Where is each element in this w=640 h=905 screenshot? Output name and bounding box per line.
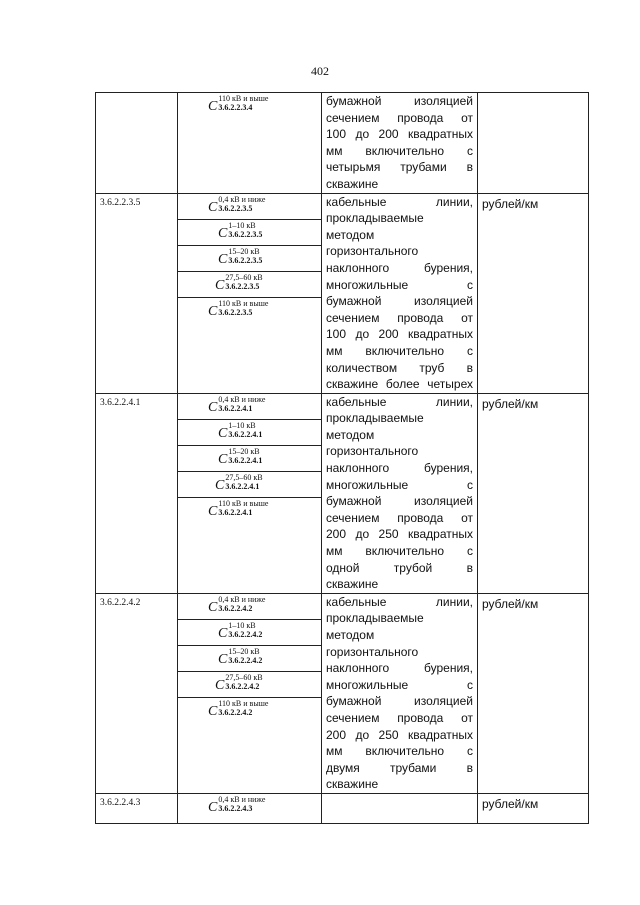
description-line: 200 до 250 квадратных bbox=[326, 727, 473, 742]
symbol-box bbox=[178, 272, 321, 298]
description-line: количеством труб в bbox=[326, 360, 473, 375]
description-line: мм включительно с bbox=[326, 744, 473, 759]
formula-symbol: C bbox=[215, 277, 225, 293]
description-line: многожильные с bbox=[326, 677, 473, 692]
rate-formula bbox=[218, 248, 262, 267]
formula-voltage: 15–20 кВ bbox=[228, 446, 260, 456]
formula-voltage: 27,5–60 кВ bbox=[225, 272, 263, 282]
symbol-cell bbox=[178, 393, 322, 593]
symbol-box bbox=[178, 93, 321, 118]
unit-cell: рублей/км bbox=[478, 793, 589, 823]
rate-formula bbox=[215, 674, 263, 693]
unit-cell bbox=[478, 93, 589, 194]
formula-voltage: 15–20 кВ bbox=[228, 646, 260, 656]
symbol-box bbox=[178, 498, 321, 523]
description-line: двумя трубами в bbox=[326, 760, 473, 775]
description-cell bbox=[322, 793, 478, 823]
symbol-cell bbox=[178, 793, 322, 823]
description-line: бумажной изоляцией bbox=[326, 94, 473, 108]
description-line: прокладываемые bbox=[326, 411, 424, 426]
rate-formula bbox=[208, 396, 265, 415]
formula-index: 3.6.2.2.4.2 bbox=[225, 681, 260, 691]
description-line: мм включительно с bbox=[326, 343, 473, 358]
rate-formula bbox=[208, 95, 268, 114]
formula-symbol: C bbox=[208, 703, 218, 719]
row-code bbox=[96, 93, 178, 194]
symbol-box bbox=[178, 446, 321, 472]
description-line: мм включительно с bbox=[326, 143, 473, 158]
symbol-cell bbox=[178, 193, 322, 393]
formula-symbol: C bbox=[218, 625, 228, 641]
description-line: бумажной изоляцией bbox=[326, 694, 473, 709]
formula-index: 3.6.2.2.4.2 bbox=[218, 707, 253, 717]
description-line: прокладываемые bbox=[326, 211, 424, 226]
tariff-table bbox=[95, 92, 589, 824]
symbol-box bbox=[178, 472, 321, 498]
formula-index: 3.6.2.2.4.1 bbox=[228, 455, 263, 465]
description-line: четырьмя трубами в bbox=[326, 160, 473, 175]
rate-formula bbox=[208, 196, 265, 215]
rate-formula bbox=[218, 622, 262, 641]
rate-formula bbox=[208, 500, 268, 519]
row-code: 3.6.2.2.4.2 bbox=[96, 593, 178, 793]
description-line: горизонтального bbox=[326, 644, 419, 659]
formula-voltage: 1–10 кВ bbox=[228, 220, 256, 230]
symbol-cell bbox=[178, 93, 322, 194]
description-line: методом bbox=[326, 227, 375, 242]
formula-voltage: 0,4 кВ и ниже bbox=[218, 194, 266, 204]
unit-cell: рублей/км bbox=[478, 393, 589, 593]
formula-index: 3.6.2.2.3.4 bbox=[218, 103, 253, 112]
formula-index: 3.6.2.2.4.1 bbox=[218, 507, 253, 517]
description-line: горизонтального bbox=[326, 244, 419, 259]
formula-index: 3.6.2.2.4.2 bbox=[228, 655, 263, 665]
rate-formula bbox=[218, 648, 262, 667]
formula-symbol: C bbox=[208, 303, 218, 319]
formula-voltage: 110 кВ и выше bbox=[218, 698, 269, 708]
description-line: прокладываемые bbox=[326, 611, 424, 626]
formula-symbol: C bbox=[218, 451, 228, 467]
formula-index: 3.6.2.2.4.1 bbox=[228, 429, 263, 439]
formula-symbol: C bbox=[208, 399, 218, 415]
table-row bbox=[96, 793, 589, 823]
symbol-box bbox=[178, 594, 321, 620]
formula-index: 3.6.2.2.3.5 bbox=[218, 307, 253, 317]
symbol-box bbox=[178, 620, 321, 646]
page-number: 402 bbox=[311, 64, 329, 78]
formula-voltage: 1–10 кВ bbox=[228, 420, 256, 430]
formula-index: 3.6.2.2.4.1 bbox=[225, 481, 260, 491]
description-line: мм включительно с bbox=[326, 544, 473, 559]
description-line: горизонтального bbox=[326, 444, 419, 459]
description-line: бумажной изоляцией bbox=[326, 294, 473, 309]
formula-symbol: C bbox=[218, 251, 228, 267]
description-line: сечением провода от bbox=[326, 710, 473, 725]
formula-voltage: 110 кВ и выше bbox=[218, 298, 269, 308]
formula-voltage: 0,4 кВ и ниже bbox=[218, 794, 266, 804]
formula-symbol: C bbox=[208, 503, 218, 519]
formula-symbol: C bbox=[208, 599, 218, 615]
unit-cell: рублей/км bbox=[478, 593, 589, 793]
description-line: наклонного бурения, bbox=[326, 260, 473, 275]
description-line: сечением провода от bbox=[326, 110, 473, 125]
formula-symbol: C bbox=[215, 677, 225, 693]
description-line: скважине более четырех bbox=[326, 377, 473, 392]
description-line: скважине bbox=[326, 176, 379, 191]
description-line: кабельные линии, bbox=[326, 394, 473, 409]
table-row bbox=[96, 393, 589, 593]
table-row bbox=[96, 93, 589, 194]
symbol-box bbox=[178, 646, 321, 672]
symbol-box bbox=[178, 394, 321, 420]
symbol-box bbox=[178, 672, 321, 698]
rate-formula bbox=[208, 700, 268, 719]
description-line: одной трубой в bbox=[326, 560, 473, 575]
row-code: 3.6.2.2.4.1 bbox=[96, 393, 178, 593]
rate-formula bbox=[208, 300, 268, 319]
formula-index: 3.6.2.2.3.5 bbox=[228, 255, 263, 265]
formula-voltage: 27,5–60 кВ bbox=[225, 672, 263, 682]
formula-symbol: C bbox=[208, 199, 218, 215]
description-cell bbox=[322, 393, 478, 593]
description-line: скважине bbox=[326, 577, 379, 592]
row-code: 3.6.2.2.3.5 bbox=[96, 193, 178, 393]
symbol-box bbox=[178, 246, 321, 272]
description-line: бумажной изоляцией bbox=[326, 494, 473, 509]
description-line: сечением провода от bbox=[326, 310, 473, 325]
description-line: сечением провода от bbox=[326, 510, 473, 525]
formula-voltage: 110 кВ и выше bbox=[218, 94, 269, 103]
table-row bbox=[96, 193, 589, 393]
table-row bbox=[96, 593, 589, 793]
description-line: наклонного бурения, bbox=[326, 461, 473, 476]
symbol-box bbox=[178, 298, 321, 323]
formula-index: 3.6.2.2.4.2 bbox=[228, 629, 263, 639]
description-line: скважине bbox=[326, 777, 379, 792]
formula-voltage: 110 кВ и выше bbox=[218, 498, 269, 508]
formula-symbol: C bbox=[215, 477, 225, 493]
description-line: методом bbox=[326, 628, 375, 642]
description-line: наклонного бурения, bbox=[326, 661, 473, 676]
formula-index: 3.6.2.2.3.5 bbox=[225, 281, 260, 291]
description-line: кабельные линии, bbox=[326, 594, 473, 609]
formula-voltage: 27,5–60 кВ bbox=[225, 472, 263, 482]
symbol-cell bbox=[178, 593, 322, 793]
rate-formula bbox=[218, 448, 262, 467]
rate-formula bbox=[218, 422, 262, 441]
description-cell bbox=[322, 193, 478, 393]
symbol-box bbox=[178, 420, 321, 446]
symbol-box bbox=[178, 698, 321, 723]
formula-voltage: 0,4 кВ и ниже bbox=[218, 394, 266, 404]
formula-index: 3.6.2.2.4.2 bbox=[218, 603, 253, 613]
formula-voltage: 15–20 кВ bbox=[228, 246, 260, 256]
description-line: методом bbox=[326, 427, 375, 442]
formula-symbol: C bbox=[218, 651, 228, 667]
formula-index: 3.6.2.2.3.5 bbox=[228, 229, 263, 239]
rate-formula bbox=[215, 274, 263, 293]
formula-symbol: C bbox=[208, 99, 218, 114]
formula-symbol: C bbox=[218, 225, 228, 241]
formula-symbol: C bbox=[208, 799, 218, 815]
symbol-box bbox=[178, 220, 321, 246]
description-line: 100 до 200 квадратных bbox=[326, 127, 473, 142]
symbol-box bbox=[178, 794, 321, 819]
formula-index: 3.6.2.2.4.1 bbox=[218, 403, 253, 413]
description-line: 100 до 200 квадратных bbox=[326, 327, 473, 342]
rate-formula bbox=[218, 222, 262, 241]
rate-formula bbox=[208, 596, 265, 615]
description-line: многожильные с bbox=[326, 477, 473, 492]
formula-voltage: 0,4 кВ и ниже bbox=[218, 594, 266, 604]
description-line: 200 до 250 квадратных bbox=[326, 527, 473, 542]
formula-index: 3.6.2.2.3.5 bbox=[218, 203, 253, 213]
description-cell bbox=[322, 93, 478, 194]
symbol-box bbox=[178, 194, 321, 220]
unit-cell: рублей/км bbox=[478, 193, 589, 393]
rate-formula bbox=[215, 474, 263, 493]
description-line: многожильные с bbox=[326, 277, 473, 292]
formula-symbol: C bbox=[218, 425, 228, 441]
row-code: 3.6.2.2.4.3 bbox=[96, 793, 178, 823]
description-cell bbox=[322, 593, 478, 793]
formula-voltage: 1–10 кВ bbox=[228, 620, 256, 630]
table-body bbox=[96, 93, 589, 824]
rate-formula bbox=[208, 796, 265, 815]
description-line: кабельные линии, bbox=[326, 194, 473, 209]
formula-index: 3.6.2.2.4.3 bbox=[218, 803, 253, 813]
